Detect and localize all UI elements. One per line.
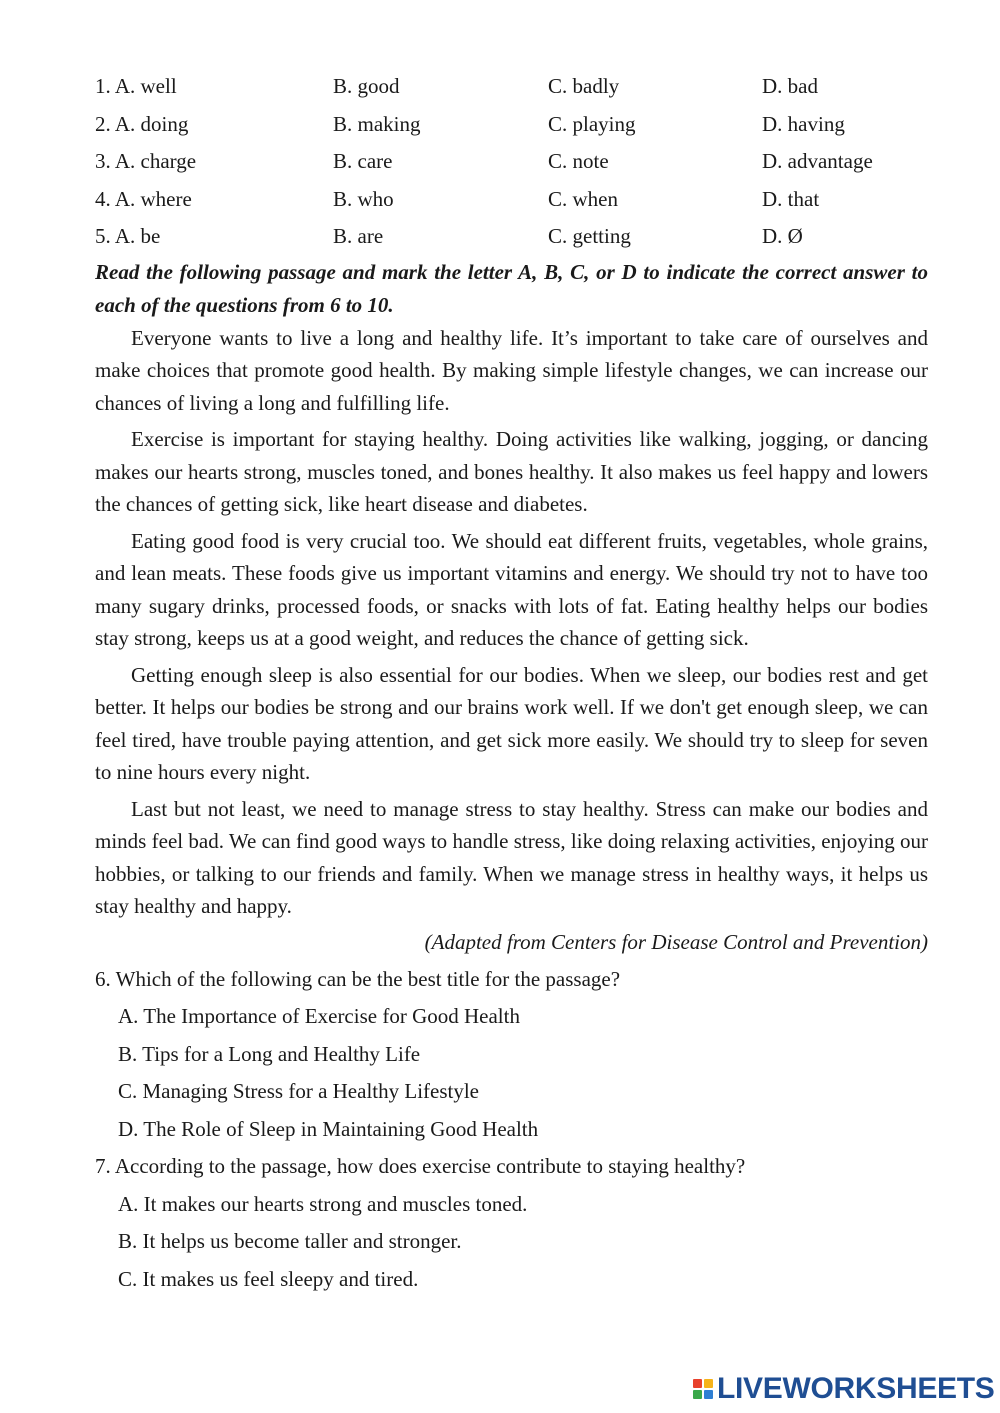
options-row-1 (95, 68, 928, 106)
question-6 (95, 961, 928, 1149)
option-a: 1. A. well (95, 74, 177, 98)
option-d: D. bad (762, 74, 818, 98)
option-d: D. having (762, 111, 845, 136)
worksheet-page (95, 68, 928, 1298)
option-c: C. badly (548, 74, 620, 98)
passage-paragraph: Eating good food is very crucial too. We should eat different fruits, vegetables, whole grains, and lean meats. These foods give us important vitamins and energy. We should try not to have too many sugary drinks, processed foods, or snacks with lots of fat. Eating healthy helps our bodies stay strong, keeps us at a good weight, and reduces the chance of getting sick. (95, 528, 928, 650)
passage-paragraph: Exercise is important for staying healthy. Doing activities like walking, jogging, or dancing makes our hearts strong, muscles toned, and bones healthy. It also makes us feel happy and lowers the chances of getting sick, like heart disease and diabetes. (95, 427, 928, 516)
answer-option-a: A. The Importance of Exercise for Good Health (118, 1004, 520, 1028)
logo-square (704, 1390, 713, 1399)
logo-square (693, 1379, 702, 1388)
passage-paragraph: Getting enough sleep is also essential for our bodies. When we sleep, our bodies rest and get better. It helps our bodies be strong and our brains work well. If we don't get enough sleep, we can feel tired, have trouble paying attention, and get sick more easily. We should try to sleep for seven to nine hours every night. (95, 662, 928, 784)
option-c: C. playing (548, 111, 636, 136)
liveworksheets-logo (693, 1374, 995, 1404)
option-c: C. getting (548, 224, 631, 248)
question-7 (95, 1148, 928, 1298)
options-row-2 (95, 106, 928, 144)
option-c: C. note (548, 149, 609, 173)
option-a: 5. A. be (95, 224, 161, 248)
answer-option-d: D. The Role of Sleep in Maintaining Good Health (118, 1116, 539, 1141)
option-a: 4. A. where (95, 186, 192, 211)
option-b: B. care (333, 149, 393, 173)
option-a: 3. A. charge (95, 149, 197, 173)
options-row-4 (95, 181, 928, 219)
options-row-3 (95, 143, 928, 181)
answer-option-c: C. Managing Stress for a Healthy Lifestyle (118, 1079, 479, 1103)
option-b: B. are (333, 224, 384, 248)
logo-square (693, 1390, 702, 1399)
option-d: D. Ø (762, 224, 803, 248)
question-text: 6. Which of the following can be the best title for the passage? (95, 966, 621, 991)
liveworksheets-logo-text: LIVEWORKSHEETS (717, 1372, 995, 1405)
liveworksheets-logo-icon (693, 1379, 713, 1399)
options-row-5 (95, 218, 928, 256)
option-d: D. that (762, 186, 820, 211)
options-table (95, 68, 928, 256)
section-instruction: Read the following passage and mark the letter A, B, C, or D to indicate the correct answer to each of the questions from 6 to 10. (95, 259, 928, 317)
answer-option-a: A. It makes our hearts strong and muscles toned. (118, 1191, 528, 1216)
option-b: B. making (333, 111, 421, 136)
option-c: C. when (548, 186, 618, 211)
passage-paragraph: Last but not least, we need to manage stress to stay healthy. Stress can make our bodies and minds feel bad. We can find good ways to handle stress, like doing relaxing activities, enjoying our hobbies, or talking to our friends and family. When we manage stress in healthy ways, it helps us stay healthy and happy. (95, 796, 928, 918)
option-a: 2. A. doing (95, 111, 189, 136)
option-b: B. good (333, 74, 400, 98)
passage-paragraph: Everyone wants to live a long and healthy life. It’s important to take care of ourselves and make choices that promote good health. By making simple lifestyle changes, we can increase our chances of living a long and fulfilling life. (95, 325, 928, 415)
option-b: B. who (333, 186, 394, 211)
answer-option-b: B. Tips for a Long and Healthy Life (118, 1041, 421, 1066)
option-d: D. advantage (762, 149, 873, 173)
reading-passage (95, 322, 928, 923)
answer-option-c: C. It makes us feel sleepy and tired. (118, 1266, 419, 1291)
question-text: 7. According to the passage, how does exercise contribute to staying healthy? (95, 1154, 746, 1178)
passage-source: (Adapted from Centers for Disease Control and Prevention) (424, 929, 928, 954)
logo-square (704, 1379, 713, 1388)
answer-option-b: B. It helps us become taller and stronger. (118, 1229, 462, 1253)
